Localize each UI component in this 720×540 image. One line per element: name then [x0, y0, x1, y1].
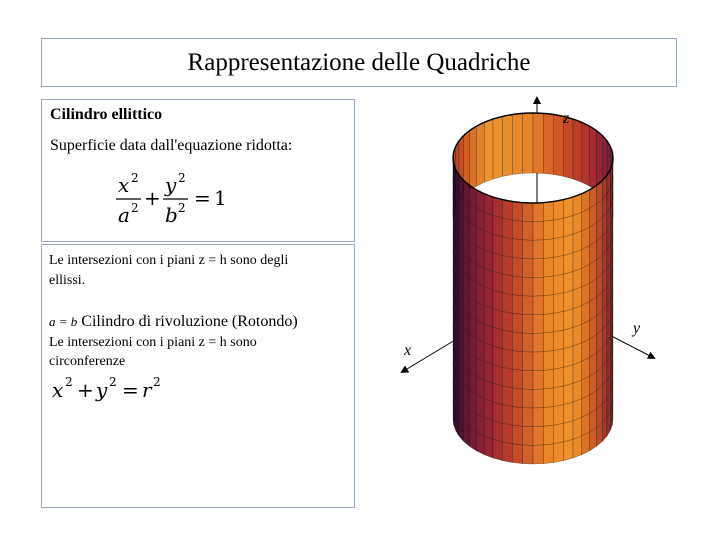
cylinder-outer-facet	[484, 212, 493, 234]
cylinder-outer-facet	[554, 349, 564, 370]
cylinder-outer-facet	[512, 257, 522, 277]
cylinder-outer-facet	[564, 439, 573, 460]
cylinder-outer-facet	[493, 346, 502, 367]
cylinder-outer-facet	[533, 259, 543, 278]
cylinder-inner-facet	[590, 126, 597, 190]
cylinder-inner-facet	[470, 126, 477, 190]
cylinder-outer-facet	[533, 296, 543, 315]
eq2-equals: =	[122, 378, 139, 402]
cylinder-outer-facet	[533, 389, 543, 408]
cylinder-outer-facet	[564, 290, 573, 311]
cylinder-outer-facet	[484, 380, 493, 402]
cylinder-inner-facet	[493, 116, 502, 179]
cylinder-outer-facet	[493, 290, 502, 311]
cylinder-outer-facet	[564, 383, 573, 404]
cylinder-outer-facet	[484, 306, 493, 328]
cylinder-outer-facet	[573, 306, 582, 328]
cylinder-outer-facet	[493, 253, 502, 274]
cylinder-outer-facet	[564, 234, 573, 255]
cylinder-outer-facet	[502, 367, 512, 388]
cylinder-outer-facet	[502, 330, 512, 351]
cylinder-outer-facet	[573, 212, 582, 234]
cylinder-outer-facet	[533, 408, 543, 427]
elliptic-cylinder-heading: Cilindro ellittico	[50, 106, 163, 123]
cylinder-inner-facet	[543, 113, 553, 174]
eq2-plus: +	[77, 378, 94, 402]
eq1-y: y	[165, 173, 177, 197]
cylinder-outer-facet	[543, 332, 553, 352]
cylinder-outer-facet	[554, 274, 564, 295]
cylinder-outer-facet	[512, 444, 522, 464]
cylinder-outer-facet	[543, 407, 553, 427]
cylinder-outer-facet	[533, 426, 543, 445]
eq1-x-exp: 2	[131, 171, 139, 185]
cylinder-outer-facet	[523, 333, 533, 352]
cylinder-outer-facet	[582, 432, 590, 455]
cylinder-outer-facet	[564, 327, 573, 348]
cylinder-outer-facet	[523, 426, 533, 445]
cylinder-outer-facet	[493, 402, 502, 423]
cylinder-outer-facet	[502, 256, 512, 277]
circle-intersections-line-1: Le intersezioni con i piani z = h sono	[49, 335, 257, 350]
cylinder-outer-facet	[484, 287, 493, 309]
cylinder-outer-facet	[543, 351, 553, 371]
x-axis-label: x	[404, 342, 412, 359]
cylinder-outer-facet	[523, 352, 533, 371]
cylinder-outer-facet	[523, 296, 533, 315]
cylinder-outer-facet	[512, 220, 522, 240]
cylinder-outer-facet	[533, 314, 543, 333]
elliptic-cylinder-surface	[453, 113, 613, 464]
cylinder-outer-facet	[493, 327, 502, 348]
cylinder-outer-facet	[493, 309, 502, 330]
cylinder-outer-facet	[533, 333, 543, 352]
cylinder-outer-facet	[512, 388, 522, 408]
circle-intersections-line-2: circonferenze	[49, 354, 126, 369]
cylinder-outer-facet	[573, 324, 582, 346]
cylinder-outer-facet	[493, 383, 502, 404]
cylinder-outer-facet	[484, 417, 493, 439]
ellipse-intersections-line-2: ellissi.	[49, 273, 86, 288]
eq2-r-exp: 2	[153, 375, 161, 389]
cylinder-outer-facet	[523, 389, 533, 408]
ellipse-intersections-line-1: Le intersezioni con i piani z = h sono degli	[49, 253, 289, 268]
cylinder-outer-facet	[502, 349, 512, 370]
cylinder-outer-facet	[493, 234, 502, 255]
eq2-r: r	[142, 378, 152, 402]
cylinder-outer-facet	[554, 405, 564, 426]
cylinder-outer-facet	[502, 311, 512, 332]
cylinder-outer-facet	[554, 256, 564, 277]
cylinder-outer-facet	[573, 268, 582, 290]
cylinder-outer-facet	[554, 218, 564, 239]
cylinder-outer-facet	[512, 369, 522, 389]
cylinder-outer-facet	[484, 268, 493, 290]
cylinder-outer-facet	[512, 201, 522, 221]
cylinder-outer-facet	[523, 445, 533, 464]
cylinder-outer-facet	[543, 313, 553, 333]
cylinder-outer-facet	[484, 250, 493, 272]
cylinder-outer-facet	[573, 343, 582, 365]
cylinder-outer-facet	[573, 399, 582, 421]
cylinder-outer-facet	[573, 250, 582, 272]
cylinder-outer-facet	[493, 421, 502, 442]
cylinder-outer-facet	[573, 380, 582, 402]
eq1-plus: +	[144, 186, 161, 210]
cylinder-outer-facet	[484, 399, 493, 421]
cylinder-outer-facet	[554, 386, 564, 407]
cylinder-outer-facet	[533, 221, 543, 240]
cylinder-outer-facet	[554, 237, 564, 258]
cylinder-outer-facet	[543, 444, 553, 464]
cylinder-outer-facet	[484, 343, 493, 365]
cylinder-outer-facet	[502, 274, 512, 295]
cylinder-outer-facet	[523, 240, 533, 259]
cylinder-outer-facet	[502, 237, 512, 258]
cylinder-outer-facet	[523, 203, 533, 222]
cylinder-inner-facet	[573, 119, 582, 182]
cylinder-outer-facet	[554, 423, 564, 444]
cylinder-outer-facet	[493, 197, 502, 218]
cylinder-outer-facet	[573, 361, 582, 383]
cylinder-outer-facet	[543, 276, 553, 296]
cylinder-outer-facet	[512, 407, 522, 427]
cylinder-outer-facet	[573, 436, 582, 458]
cylinder-outer-facet	[512, 425, 522, 445]
eq2-x-exp: 2	[65, 375, 73, 389]
cylinder-outer-facet	[564, 197, 573, 218]
cylinder-outer-facet	[502, 218, 512, 239]
eq2-y: y	[96, 378, 108, 402]
cylinder-outer-facet	[573, 231, 582, 253]
cylinder-outer-facet	[523, 370, 533, 389]
cylinder-outer-facet	[564, 421, 573, 442]
cylinder-outer-facet	[502, 405, 512, 426]
cylinder-outer-facet	[533, 277, 543, 296]
cylinder-outer-facet	[554, 200, 564, 221]
cylinder-outer-facet	[484, 361, 493, 383]
cylinder-outer-facet	[493, 272, 502, 293]
cylinder-outer-facet	[512, 332, 522, 352]
cylinder-outer-facet	[502, 386, 512, 407]
a-equals-b-condition: a = b	[49, 314, 78, 329]
cylinder-outer-facet	[512, 276, 522, 296]
cylinder-outer-facet	[564, 346, 573, 367]
cylinder-outer-facet	[573, 287, 582, 309]
eq1-b: b	[165, 203, 178, 227]
cylinder-outer-facet	[523, 221, 533, 240]
cylinder-outer-facet	[533, 445, 543, 464]
eq2-y-exp: 2	[109, 375, 117, 389]
cylinder-inner-facet	[502, 115, 512, 177]
cylinder-outer-facet	[543, 425, 553, 445]
cylinder-outer-facet	[554, 311, 564, 332]
eq1-equals: =	[194, 186, 211, 210]
cylinder-outer-facet	[502, 423, 512, 444]
eq1-a: a	[118, 203, 130, 227]
eq2-x: x	[52, 378, 64, 402]
cylinder-outer-facet	[476, 432, 484, 455]
cylinder-outer-facet	[484, 436, 493, 458]
reduced-equation-caption: Superficie data dall'equazione ridotta:	[50, 137, 293, 154]
cylinder-outer-facet	[523, 408, 533, 427]
cylinder-outer-facet	[502, 200, 512, 221]
cylinder-outer-facet	[564, 272, 573, 293]
slide-title-text: Rappresentazione delle Quadriche	[187, 48, 531, 76]
cylinder-outer-facet	[512, 239, 522, 259]
cylinder-outer-facet	[543, 220, 553, 240]
cylinder-inner-facet	[582, 122, 590, 186]
cylinder-outer-facet	[564, 253, 573, 274]
cylinder-outer-facet	[554, 442, 564, 463]
cylinder-outer-facet	[564, 365, 573, 386]
cylinder-outer-facet	[502, 293, 512, 314]
cylinder-outer-facet	[564, 309, 573, 330]
eq1-b-exp: 2	[178, 201, 186, 215]
cylinder-outer-facet	[554, 293, 564, 314]
cylinder-outer-facet	[543, 369, 553, 389]
cylinder-outer-facet	[543, 388, 553, 408]
cylinder-outer-facet	[564, 402, 573, 423]
cylinder-outer-facet	[543, 201, 553, 221]
cylinder-outer-facet	[512, 295, 522, 315]
cylinder-outer-facet	[533, 240, 543, 259]
cylinder-outer-facet	[533, 352, 543, 371]
cylinder-outer-facet	[523, 314, 533, 333]
cylinder-outer-facet	[502, 442, 512, 463]
cylinder-outer-facet	[543, 239, 553, 259]
cylinder-outer-facet	[484, 324, 493, 346]
cylinder-outer-facet	[493, 439, 502, 460]
cylinder-outer-facet	[512, 313, 522, 333]
cylinder-outer-facet	[533, 370, 543, 389]
cylinder-outer-facet	[493, 365, 502, 386]
cylinder-outer-facet	[573, 417, 582, 439]
cylinder-outer-facet	[554, 330, 564, 351]
revolution-cylinder-heading: Cilindro di rivoluzione (Rotondo)	[81, 313, 298, 330]
cylinder-outer-facet	[554, 367, 564, 388]
cylinder-outer-facet	[523, 259, 533, 278]
cylinder-inner-facet	[484, 119, 493, 182]
eq1-y-exp: 2	[178, 171, 186, 185]
cylinder-outer-facet	[564, 216, 573, 237]
cylinder-inner-facet	[523, 113, 533, 173]
z-axis-label: z	[563, 110, 570, 127]
cylinder-outer-facet	[543, 295, 553, 315]
eq1-a-exp: 2	[131, 201, 139, 215]
cylinder-outer-facet	[612, 400, 613, 425]
cylinder-outer-facet	[484, 231, 493, 253]
cylinder-outer-facet	[523, 277, 533, 296]
cylinder-outer-facet	[512, 351, 522, 371]
eq1-one: 1	[214, 186, 227, 210]
eq1-x: x	[118, 173, 130, 197]
y-axis-label: y	[633, 320, 641, 337]
cylinder-inner-facet	[512, 113, 522, 174]
cylinder-inner-facet	[533, 113, 543, 173]
cylinder-outer-facet	[533, 203, 543, 222]
cylinder-outer-facet	[493, 216, 502, 237]
cylinder-outer-facet	[543, 257, 553, 277]
cylinder-inner-facet	[476, 122, 484, 186]
